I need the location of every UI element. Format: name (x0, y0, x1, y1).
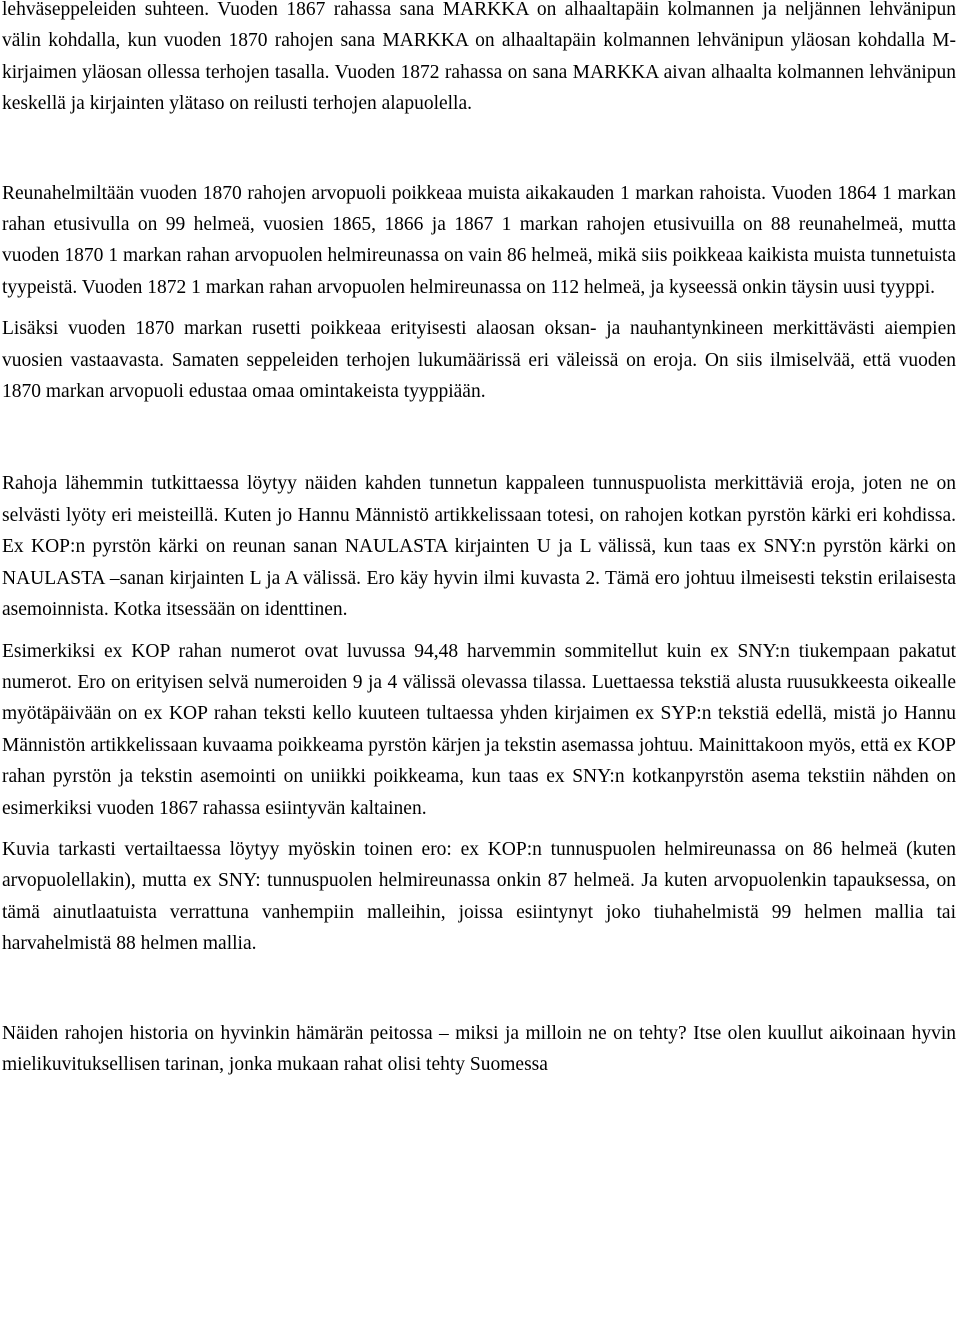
paragraph-edge-beads: Reunahelmiltään vuoden 1870 rahojen arvopuoli poikkeaa muista aikakauden 1 markan rahoista. Vuoden 1864 1 markan rahan etusivulla on 99 helmeä, vuosien 1865, 1866 ja 1867 1 markan rahojen etusivuilla on 88 reunahelmeä, mutta vuoden 1870 1 markan rahan arvopuolen helmireunassa on vain 86 helmeä, mikä siis poikkeaa kaikista muista tunnetuista tyypeistä. Vuoden 1872 1 markan rahan arvopuolen helmireunassa on 112 helmeä, ja kyseessä onkin täysin uusi tyyppi. (2, 182, 956, 298)
paragraph-eagle-tail-tip: Rahoja lähemmin tutkittaessa löytyy näiden kahden tunnetun kappaleen tunnuspuolista merkittäviä eroja, joten ne on selvästi lyöty eri meisteillä. Kuten jo Hannu Männistö artikkelissaan totesi, on rahojen kotkan pyrstön kärki eri kohdissa. Ex KOP:n pyrstön kärki on reunan sanan NAULASTA kirjainten U ja L välissä, kun taas ex SNY:n pyrstön kärki on NAULASTA –sanan kirjainten L ja A välissä. Ero käy hyvin ilmi kuvasta 2. Tämä ero johtuu ilmeisesti tekstin erilaisesta asemoinnista. Kotka itsessään on identtinen. (2, 473, 956, 621)
paragraph-history: Näiden rahojen historia on hyvinkin hämärän peitossa – miksi ja milloin ne on tehty? Itse olen kuullut aikoinaan hyvin mielikuvituksellisen tarinan, jonka mukaan rahat olisi tehty Suomessa (2, 1022, 956, 1075)
document-page (2, 0, 956, 1080)
paragraph-obverse-beads: Kuvia tarkasti vertailtaessa löytyy myöskin toinen ero: ex KOP:n tunnuspuolen helmireunassa on 86 helmeä (kuten arvopuolellakin), mutta ex SNY: tunnuspuolen helmireunassa onkin 87 helmeä. Ja kuten arvopuolenkin tapauksessa, on tämä ainutlaatuista verrattuna vanhempiin malleihin, joissa esiintynyt joko tiuhahelmistä 99 helmen mallia tai harvahelmistä 88 helmen mallia. (2, 838, 956, 955)
paragraph-numeral-spacing: Esimerkiksi ex KOP rahan numerot ovat luvussa 94,48 harvemmin sommitellut kuin ex SNY:n tiukempaan pakatut numerot. Ero on erityisen selvä numeroiden 9 ja 4 välissä olevassa tilassa. Luettaessa tekstiä alusta ruusukkeesta oikealle myötäpäivään on ex KOP rahan teksti kello kuuteen tultaessa yhden kirjaimen ex SYP:n tekstiä edellä, mistä jo Hannu Männistön artikkelissaan kuvaama poikkeama pyrstön kärjen ja tekstin asemassa johtuu. Mainittakoon myös, että ex KOP rahan pyrstön ja tekstin asemointi on uniikki poikkeama, kun taas ex SNY:n kotkanpyrstön asema tekstiin nähden on esimerkiksi vuoden 1867 rahassa esiintyvän kaltainen. (2, 640, 956, 819)
paragraph-wreath-markka-position: lehväseppeleiden suhteen. Vuoden 1867 rahassa sana MARKKA on alhaaltapäin kolmannen ja neljännen lehvänipun välin kohdalla, kun vuoden 1870 rahojen sana MARKKA on alhaaltapäin kolmannen lehvänipun yläosan kohdalla M-kirjaimen yläosan ollessa terhojen tasalla. Vuoden 1872 rahassa on sana MARKKA aivan alhaalta kolmannen lehvänipun keskellä ja kirjainten ylätaso on reilusti terhojen alapuolella. (2, 0, 956, 115)
paragraph-bow-differences: Lisäksi vuoden 1870 markan rusetti poikkeaa erityisesti alaosan oksan- ja nauhantynkineen merkittävästi aiempien vuosien vastaavasta. Samaten seppeleiden terhojen lukumäärissä eri väleissä on eroja. On siis ilmiselvää, että vuoden 1870 markan arvopuoli edustaa omaa omintakeista tyyppiään. (2, 318, 956, 403)
